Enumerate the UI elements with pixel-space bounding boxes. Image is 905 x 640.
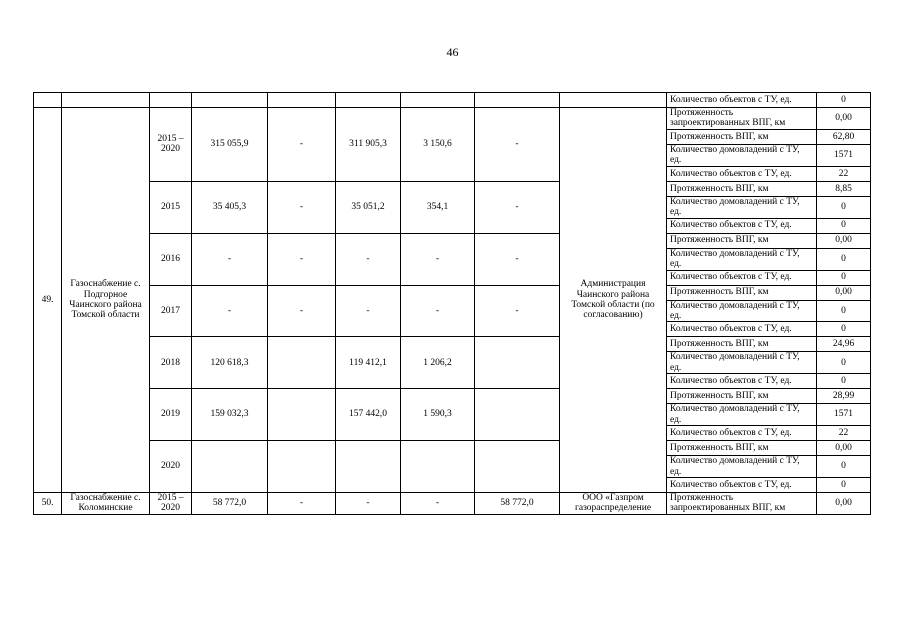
period-year: 2020 xyxy=(150,441,192,493)
empty-cell xyxy=(268,93,336,108)
row-number: 49. xyxy=(34,108,62,493)
funding-regional: 157 442,0 xyxy=(336,389,401,441)
table-row xyxy=(34,337,871,352)
empty-cell xyxy=(192,93,268,108)
indicator-label: Количество объектов с ТУ, ед. xyxy=(667,270,817,285)
indicator-value: 0,00 xyxy=(817,441,871,456)
funding-local: - xyxy=(401,493,475,515)
indicator-value: 28,99 xyxy=(817,389,871,404)
funding-regional: - xyxy=(336,285,401,337)
funding-local: - xyxy=(401,285,475,337)
funding-federal: - xyxy=(268,285,336,337)
indicator-label: Количество домовладений с ТУ, ед. xyxy=(667,248,817,270)
indicator-label: Протяженность ВПГ, км xyxy=(667,233,817,248)
funding-other xyxy=(475,337,560,389)
period-year: 2017 xyxy=(150,285,192,337)
indicator-value: 0 xyxy=(817,196,871,218)
indicator-label: Протяженность запроектированных ВПГ, км xyxy=(667,108,817,130)
indicator-label: Количество объектов с ТУ, ед. xyxy=(667,218,817,233)
funding-local: 1 590,3 xyxy=(401,389,475,441)
indicator-label: Количество объектов с ТУ, ед. xyxy=(667,478,817,493)
period-year: 2015 xyxy=(150,181,192,233)
period-year: 2015 – 2020 xyxy=(150,493,192,515)
empty-cell xyxy=(150,93,192,108)
funding-other: - xyxy=(475,181,560,233)
indicator-label: Количество объектов с ТУ, ед. xyxy=(667,374,817,389)
funding-local: 3 150,6 xyxy=(401,108,475,182)
funding-total: 315 055,9 xyxy=(192,108,268,182)
funding-total: - xyxy=(192,285,268,337)
funding-other: - xyxy=(475,285,560,337)
indicator-value: 0 xyxy=(817,322,871,337)
period-year: 2015 – 2020 xyxy=(150,108,192,182)
funding-federal xyxy=(268,337,336,389)
funding-total: - xyxy=(192,233,268,285)
table-row xyxy=(34,285,871,300)
executor: Администрация Чаинского района Томской области (по согласованию) xyxy=(560,108,667,493)
funding-other xyxy=(475,441,560,493)
funding-other xyxy=(475,389,560,441)
funding-regional: - xyxy=(336,493,401,515)
funding-regional: 311 905,3 xyxy=(336,108,401,182)
indicator-value: 0 xyxy=(817,478,871,493)
indicator-value: 0 xyxy=(817,300,871,322)
table-body xyxy=(34,93,871,515)
program-table xyxy=(33,92,871,515)
funding-local: 1 206,2 xyxy=(401,337,475,389)
table-row xyxy=(34,493,871,515)
table-row xyxy=(34,181,871,196)
empty-cell xyxy=(475,93,560,108)
funding-regional: 35 051,2 xyxy=(336,181,401,233)
indicator-label: Количество домовладений с ТУ, ед. xyxy=(667,144,817,166)
indicator-label: Протяженность ВПГ, км xyxy=(667,285,817,300)
funding-total xyxy=(192,441,268,493)
indicator-value: 0 xyxy=(817,456,871,478)
indicator-value: 0,00 xyxy=(817,108,871,130)
funding-other: - xyxy=(475,108,560,182)
indicator-value: 62,80 xyxy=(817,129,871,144)
table-row xyxy=(34,93,871,108)
funding-federal: - xyxy=(268,108,336,182)
indicator-value: 0 xyxy=(817,270,871,285)
funding-local: - xyxy=(401,233,475,285)
funding-federal: - xyxy=(268,233,336,285)
funding-other: - xyxy=(475,233,560,285)
indicator-value: 22 xyxy=(817,426,871,441)
indicator-value: 0,00 xyxy=(817,493,871,515)
indicator-value: 0 xyxy=(817,248,871,270)
empty-cell xyxy=(401,93,475,108)
row-number: 50. xyxy=(34,493,62,515)
indicator-value: 8,85 xyxy=(817,181,871,196)
indicator-value: 1571 xyxy=(817,404,871,426)
indicator-label: Протяженность ВПГ, км xyxy=(667,441,817,456)
indicator-label: Количество объектов с ТУ, ед. xyxy=(667,166,817,181)
indicator-label: Количество домовладений с ТУ, ед. xyxy=(667,196,817,218)
funding-total: 120 618,3 xyxy=(192,337,268,389)
indicator-label: Протяженность ВПГ, км xyxy=(667,181,817,196)
funding-total: 35 405,3 xyxy=(192,181,268,233)
indicator-value: 0 xyxy=(817,374,871,389)
indicator-label: Количество домовладений с ТУ, ед. xyxy=(667,352,817,374)
funding-federal: - xyxy=(268,181,336,233)
indicator-label: Количество домовладений с ТУ, ед. xyxy=(667,404,817,426)
period-year: 2019 xyxy=(150,389,192,441)
table-row xyxy=(34,233,871,248)
indicator-value: 0,00 xyxy=(817,285,871,300)
indicator-label: Количество объектов с ТУ, ед. xyxy=(667,93,817,108)
indicator-value: 0,00 xyxy=(817,233,871,248)
indicator-label: Количество домовладений с ТУ, ед. xyxy=(667,456,817,478)
indicator-value: 0 xyxy=(817,352,871,374)
table-row xyxy=(34,108,871,130)
indicator-label: Протяженность запроектированных ВПГ, км xyxy=(667,493,817,515)
funding-local: 354,1 xyxy=(401,181,475,233)
indicator-label: Протяженность ВПГ, км xyxy=(667,389,817,404)
empty-cell xyxy=(34,93,62,108)
table-row xyxy=(34,389,871,404)
indicator-label: Количество домовладений с ТУ, ед. xyxy=(667,300,817,322)
period-year: 2018 xyxy=(150,337,192,389)
indicator-label: Протяженность ВПГ, км xyxy=(667,337,817,352)
funding-total: 159 032,3 xyxy=(192,389,268,441)
indicator-value: 0 xyxy=(817,218,871,233)
page-number: 46 xyxy=(446,45,459,59)
funding-regional xyxy=(336,441,401,493)
funding-other: 58 772,0 xyxy=(475,493,560,515)
funding-total: 58 772,0 xyxy=(192,493,268,515)
funding-local xyxy=(401,441,475,493)
indicator-label: Протяженность ВПГ, км xyxy=(667,129,817,144)
executor: ООО «Газпром газораспределение xyxy=(560,493,667,515)
empty-cell xyxy=(336,93,401,108)
object-name: Газоснабжение с. Коломинские xyxy=(62,493,150,515)
funding-federal xyxy=(268,441,336,493)
funding-federal: - xyxy=(268,493,336,515)
indicator-value: 24,96 xyxy=(817,337,871,352)
funding-regional: - xyxy=(336,233,401,285)
empty-cell xyxy=(560,93,667,108)
table-row xyxy=(34,441,871,456)
indicator-value: 1571 xyxy=(817,144,871,166)
indicator-label: Количество объектов с ТУ, ед. xyxy=(667,322,817,337)
indicator-label: Количество объектов с ТУ, ед. xyxy=(667,426,817,441)
funding-federal xyxy=(268,389,336,441)
period-year: 2016 xyxy=(150,233,192,285)
indicator-value: 22 xyxy=(817,166,871,181)
empty-cell xyxy=(62,93,150,108)
indicator-value: 0 xyxy=(817,93,871,108)
funding-regional: 119 412,1 xyxy=(336,337,401,389)
object-name: Газоснабжение с. Подгорное Чаинского района Томской области xyxy=(62,108,150,493)
